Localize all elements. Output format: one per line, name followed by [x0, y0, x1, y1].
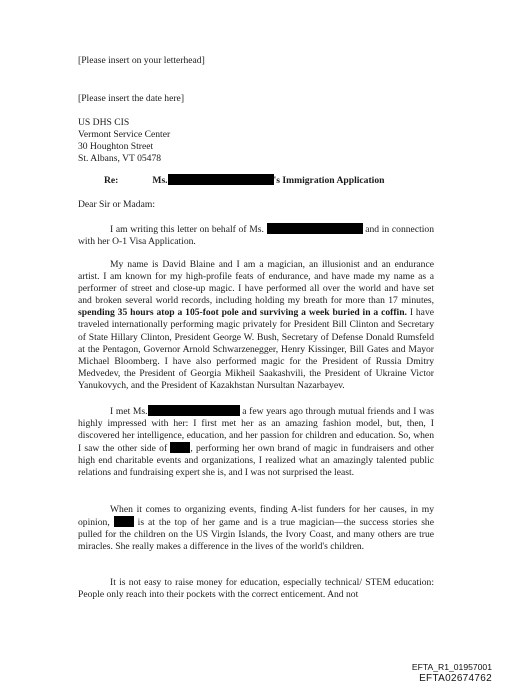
paragraph-text: , performing her own brand of magic in fundraisers and other high end charitable events and organizations, I realized what an amazingly talented public relations and fundraising expert she is, and I was not surprised the least. [78, 443, 434, 479]
paragraph-text: When it comes to organizing events, finding A-list funders for her causes, in my opinion, [78, 504, 434, 529]
redaction-bar [168, 174, 274, 185]
paragraph-text: It is not easy to raise money for education, especially technical/ STEM education: People only reach into their pockets with the correct enticement. And not [78, 577, 434, 601]
subject-suffix: 's Immigration Application [273, 175, 385, 186]
letterhead-placeholder: [Please insert on your letterhead] [78, 55, 205, 66]
subject-line [104, 174, 384, 186]
address-line: St. Albans, VT 05478 [78, 153, 162, 164]
paragraph-text: My name is David Blaine and I am a magician, an illusionist and an endurance artist. I am known for my high-profile feats of endurance, and have made my name as a performer of street and close-up magic. I have performed all over the world and have set and broken several world records, including holding my breath for more than 17 minutes, [78, 259, 434, 307]
date-placeholder: [Please insert the date here] [78, 93, 185, 104]
paragraph-3 [78, 405, 434, 480]
paragraph-4 [78, 504, 434, 553]
salutation: Dear Sir or Madam: [78, 199, 155, 210]
redaction-bar [267, 223, 363, 234]
document-reference-2: EFTA02674762 [419, 673, 492, 684]
subject-prefix: Ms. [152, 175, 168, 186]
document-reference-1: EFTA_R1_01957001 [411, 662, 492, 672]
redaction-bar [148, 405, 240, 416]
paragraph-2 [78, 259, 434, 392]
paragraph-1 [78, 223, 434, 248]
paragraph-text: I have traveled internationally performing magic privately for President Bill Clinton and Secretary of State Hillary Clinton, President George W. Bush, Secretary of Defense Donald Rumsfeld at the Pentagon, Governor Arnold Schwarzenegger, Henry Kissinger, Bill Gates and Mayor Michael Bloomberg. I have also performed magic for the President of Russia Dmitry Medvedev, the President of Georgia Mikheil Saakashvili, the President of Ukraine Victor Yanukovych, and the President of Kazakhstan Nursultan Nazarbayev. [78, 307, 434, 391]
paragraph-text: I am writing this letter on behalf of Ms. [110, 224, 264, 235]
address-line: US DHS CIS [78, 117, 130, 128]
address-line: Vermont Service Center [78, 129, 171, 140]
redaction-bar [114, 516, 134, 527]
paragraph-bold-text: spending 35 hours atop a 105-foot pole and surviving a week buried in a coffin. [78, 307, 407, 319]
paragraph-text: is at the top of her game and is a true magician—the success stories she pulled for the children on the US Virgin Islands, the Ivory Coast, and many others are true miracles. She really makes a difference in the lives of the world's children. [78, 517, 434, 553]
redaction-bar [170, 442, 190, 453]
subject-label: Re: [104, 175, 119, 186]
paragraph-text: a few years ago through mutual friends and I was highly impressed with her: I first met her as an amazing fashion model, but, then, I discovered her intelligence, education, and her passion for children and education. So, when I saw the other side of [78, 406, 434, 455]
paragraph-text: and in connection with her O-1 Visa Application. [78, 224, 434, 248]
address-line: 30 Houghton Street [78, 141, 154, 152]
paragraph-5 [78, 577, 434, 601]
paragraph-text: I met Ms. [110, 406, 148, 417]
